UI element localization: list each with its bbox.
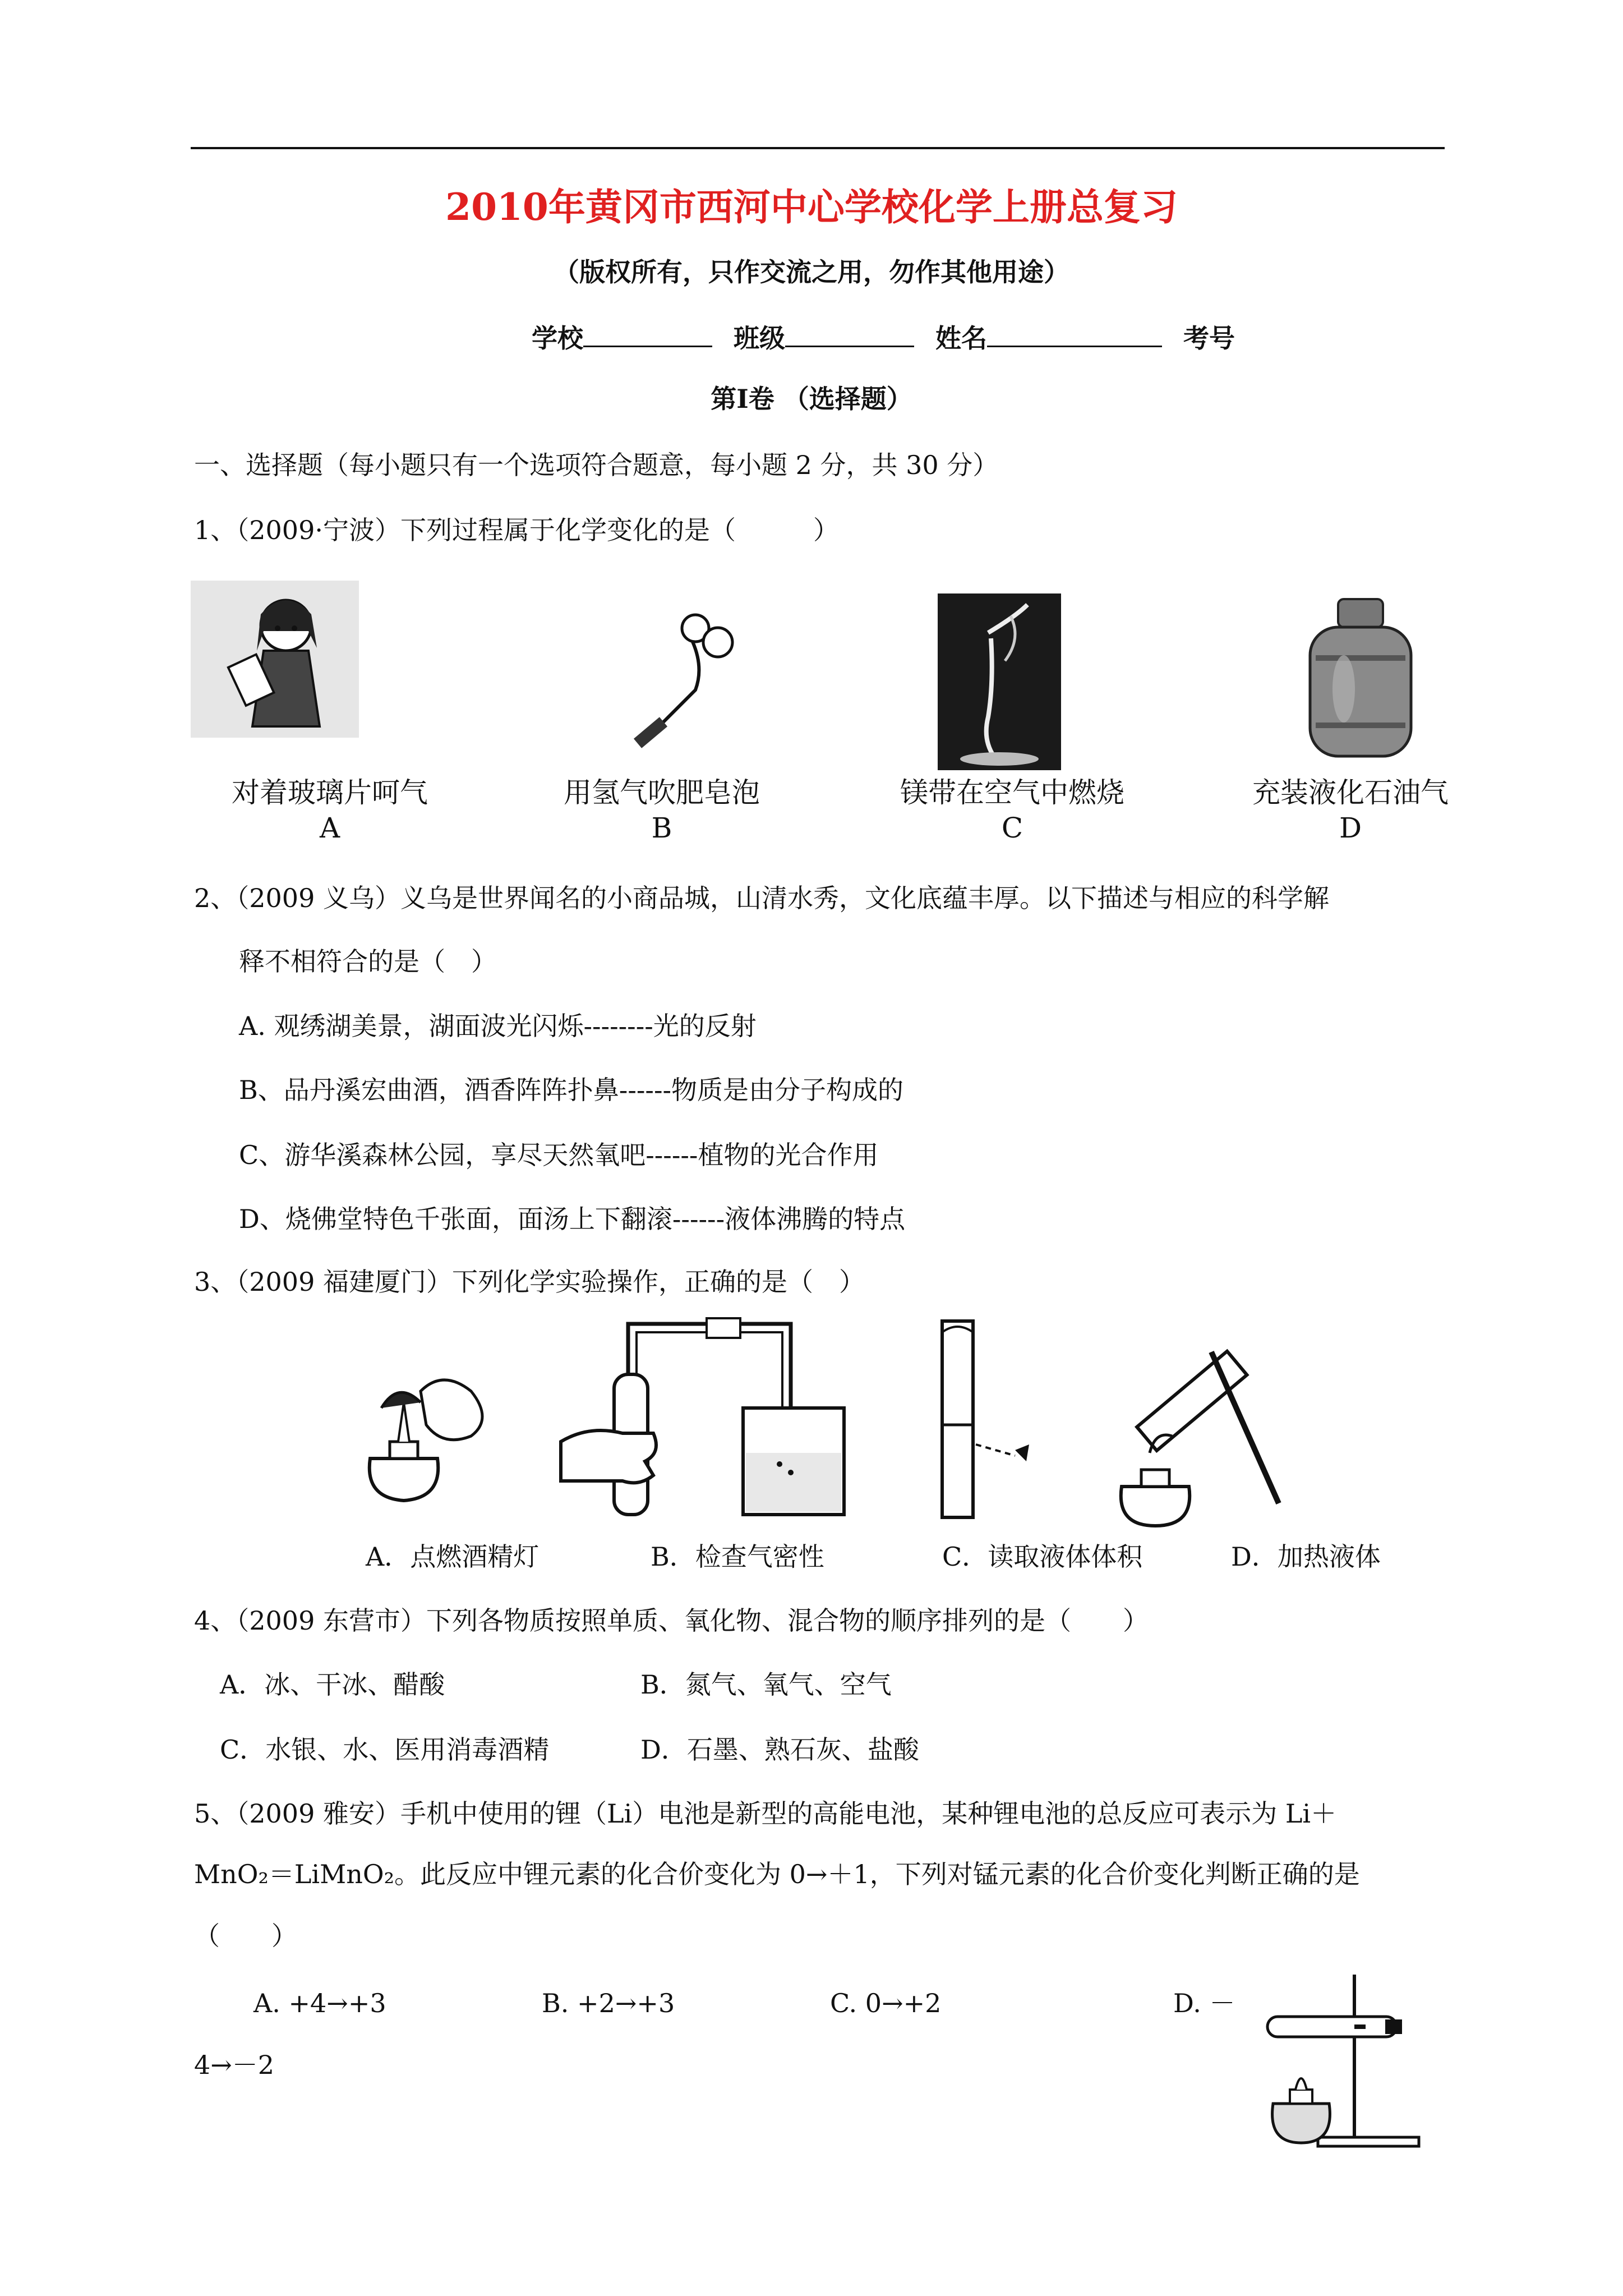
question-1-stem: 1、（2009·宁波）下列过程属于化学变化的是（ ）: [194, 515, 839, 545]
question-4-stem: 4、（2009 东营市）下列各物质按照单质、氧化物、混合物的顺序排列的是（ ）: [194, 1605, 1149, 1636]
q5-continuation: 4→－2: [194, 2050, 275, 2080]
q5-option-a: A. +4→+3: [253, 1988, 386, 2018]
section-heading: 一、选择题（每小题只有一个选项符合题意，每小题 2 分，共 30 分）: [194, 450, 999, 480]
q3-caption-c: C．读取液体体积: [942, 1542, 1143, 1572]
q3-caption-d: D．加热液体: [1231, 1542, 1381, 1572]
volume-heading: 第Ⅰ卷 （选择题）: [711, 384, 912, 414]
school-label: 学校: [532, 323, 583, 353]
question-5-stem-line1: 5、（2009 雅安）手机中使用的锂（Li）电池是新型的高能电池，某种锂电池的总反应可表示为 Li＋: [194, 1798, 1337, 1829]
q3-caption-b: B．检查气密性: [651, 1542, 824, 1572]
copyright-note: （版权所有，只作交流之用，勿作其他用途）: [554, 257, 1069, 287]
q1-option-b: [600, 606, 740, 752]
school-field[interactable]: [583, 323, 712, 347]
name-field[interactable]: [987, 323, 1162, 347]
soap-bubble-icon: [600, 606, 740, 752]
graduated-cylinder-reading-icon: [931, 1315, 1054, 1529]
q4-option-b: B．氮气、氧气、空气: [640, 1669, 892, 1700]
q2-option-d: D、烧佛堂特色千张面，面汤上下翻滚------液体沸腾的特点: [239, 1204, 906, 1234]
class-field[interactable]: [785, 323, 914, 347]
q4-option-c: C．水银、水、医用消毒酒精: [220, 1734, 550, 1765]
q1-option-a: [191, 581, 359, 805]
q1-caption-b: 用氢气吹肥皂泡 B: [564, 776, 760, 844]
student-info-fields: [532, 323, 1235, 351]
q1-caption-c: 镁带在空气中燃烧 C: [900, 776, 1124, 844]
q4-option-a: A．冰、干冰、醋酸: [220, 1669, 445, 1700]
q5-option-d: D. －: [1173, 1988, 1235, 2018]
q5-option-c: C. 0→+2: [830, 1988, 942, 2018]
name-label: 姓名: [935, 323, 988, 353]
magnesium-burning-icon: [938, 593, 1061, 770]
q1-caption-d: 充装液化石油气 D: [1252, 776, 1449, 844]
girl-breathing-icon: [191, 581, 359, 738]
test-tube-heating-apparatus-icon: [1256, 1969, 1424, 2154]
question-5-stem-line2: MnO₂＝LiMnO₂。此反应中锂元素的化合价变化为 0→＋1，下列对锰元素的化合价变化判断正确的是: [194, 1859, 1360, 1889]
page-title: 2010年黄冈市西河中心学校化学上册总复习: [445, 185, 1178, 229]
q4-option-d: D．石墨、熟石灰、盐酸: [640, 1734, 919, 1765]
heating-liquid-icon: [1099, 1318, 1301, 1537]
number-label: 考号: [1183, 323, 1235, 353]
q5-option-b: B. +2→+3: [542, 1988, 675, 2018]
question-2-stem-line1: 2、（2009 义乌）义乌是世界闻名的小商品城，山清水秀，文化底蕴丰厚。以下描述与相应的科学解: [194, 883, 1329, 913]
question-5-stem-line3: （ ）: [194, 1921, 297, 1951]
q2-option-c: C、游华溪森林公园，享尽天然氧吧------植物的光合作用: [239, 1140, 879, 1170]
alcohol-lamp-lighting-icon: [359, 1369, 505, 1509]
class-label: 班级: [734, 323, 786, 353]
q3-caption-a: A．点燃酒精灯: [366, 1542, 540, 1572]
question-3-stem: 3、（2009 福建厦门）下列化学实验操作，正确的是（ ）: [194, 1267, 865, 1297]
q1-caption-a: 对着玻璃片呵气 A: [232, 776, 428, 844]
question-2-stem-line2: 释不相符合的是（ ）: [239, 946, 497, 977]
gas-cylinder-icon: [1293, 593, 1428, 767]
airtightness-check-icon: [555, 1313, 869, 1526]
q1-option-c: [938, 593, 1061, 770]
q2-option-b: B、品丹溪宏曲酒，酒香阵阵扑鼻------物质是由分子构成的: [239, 1075, 904, 1105]
q1-option-d: [1293, 593, 1428, 767]
header-rule: [191, 147, 1445, 149]
q2-option-a: A. 观绣湖美景，湖面波光闪烁--------光的反射: [239, 1011, 757, 1041]
